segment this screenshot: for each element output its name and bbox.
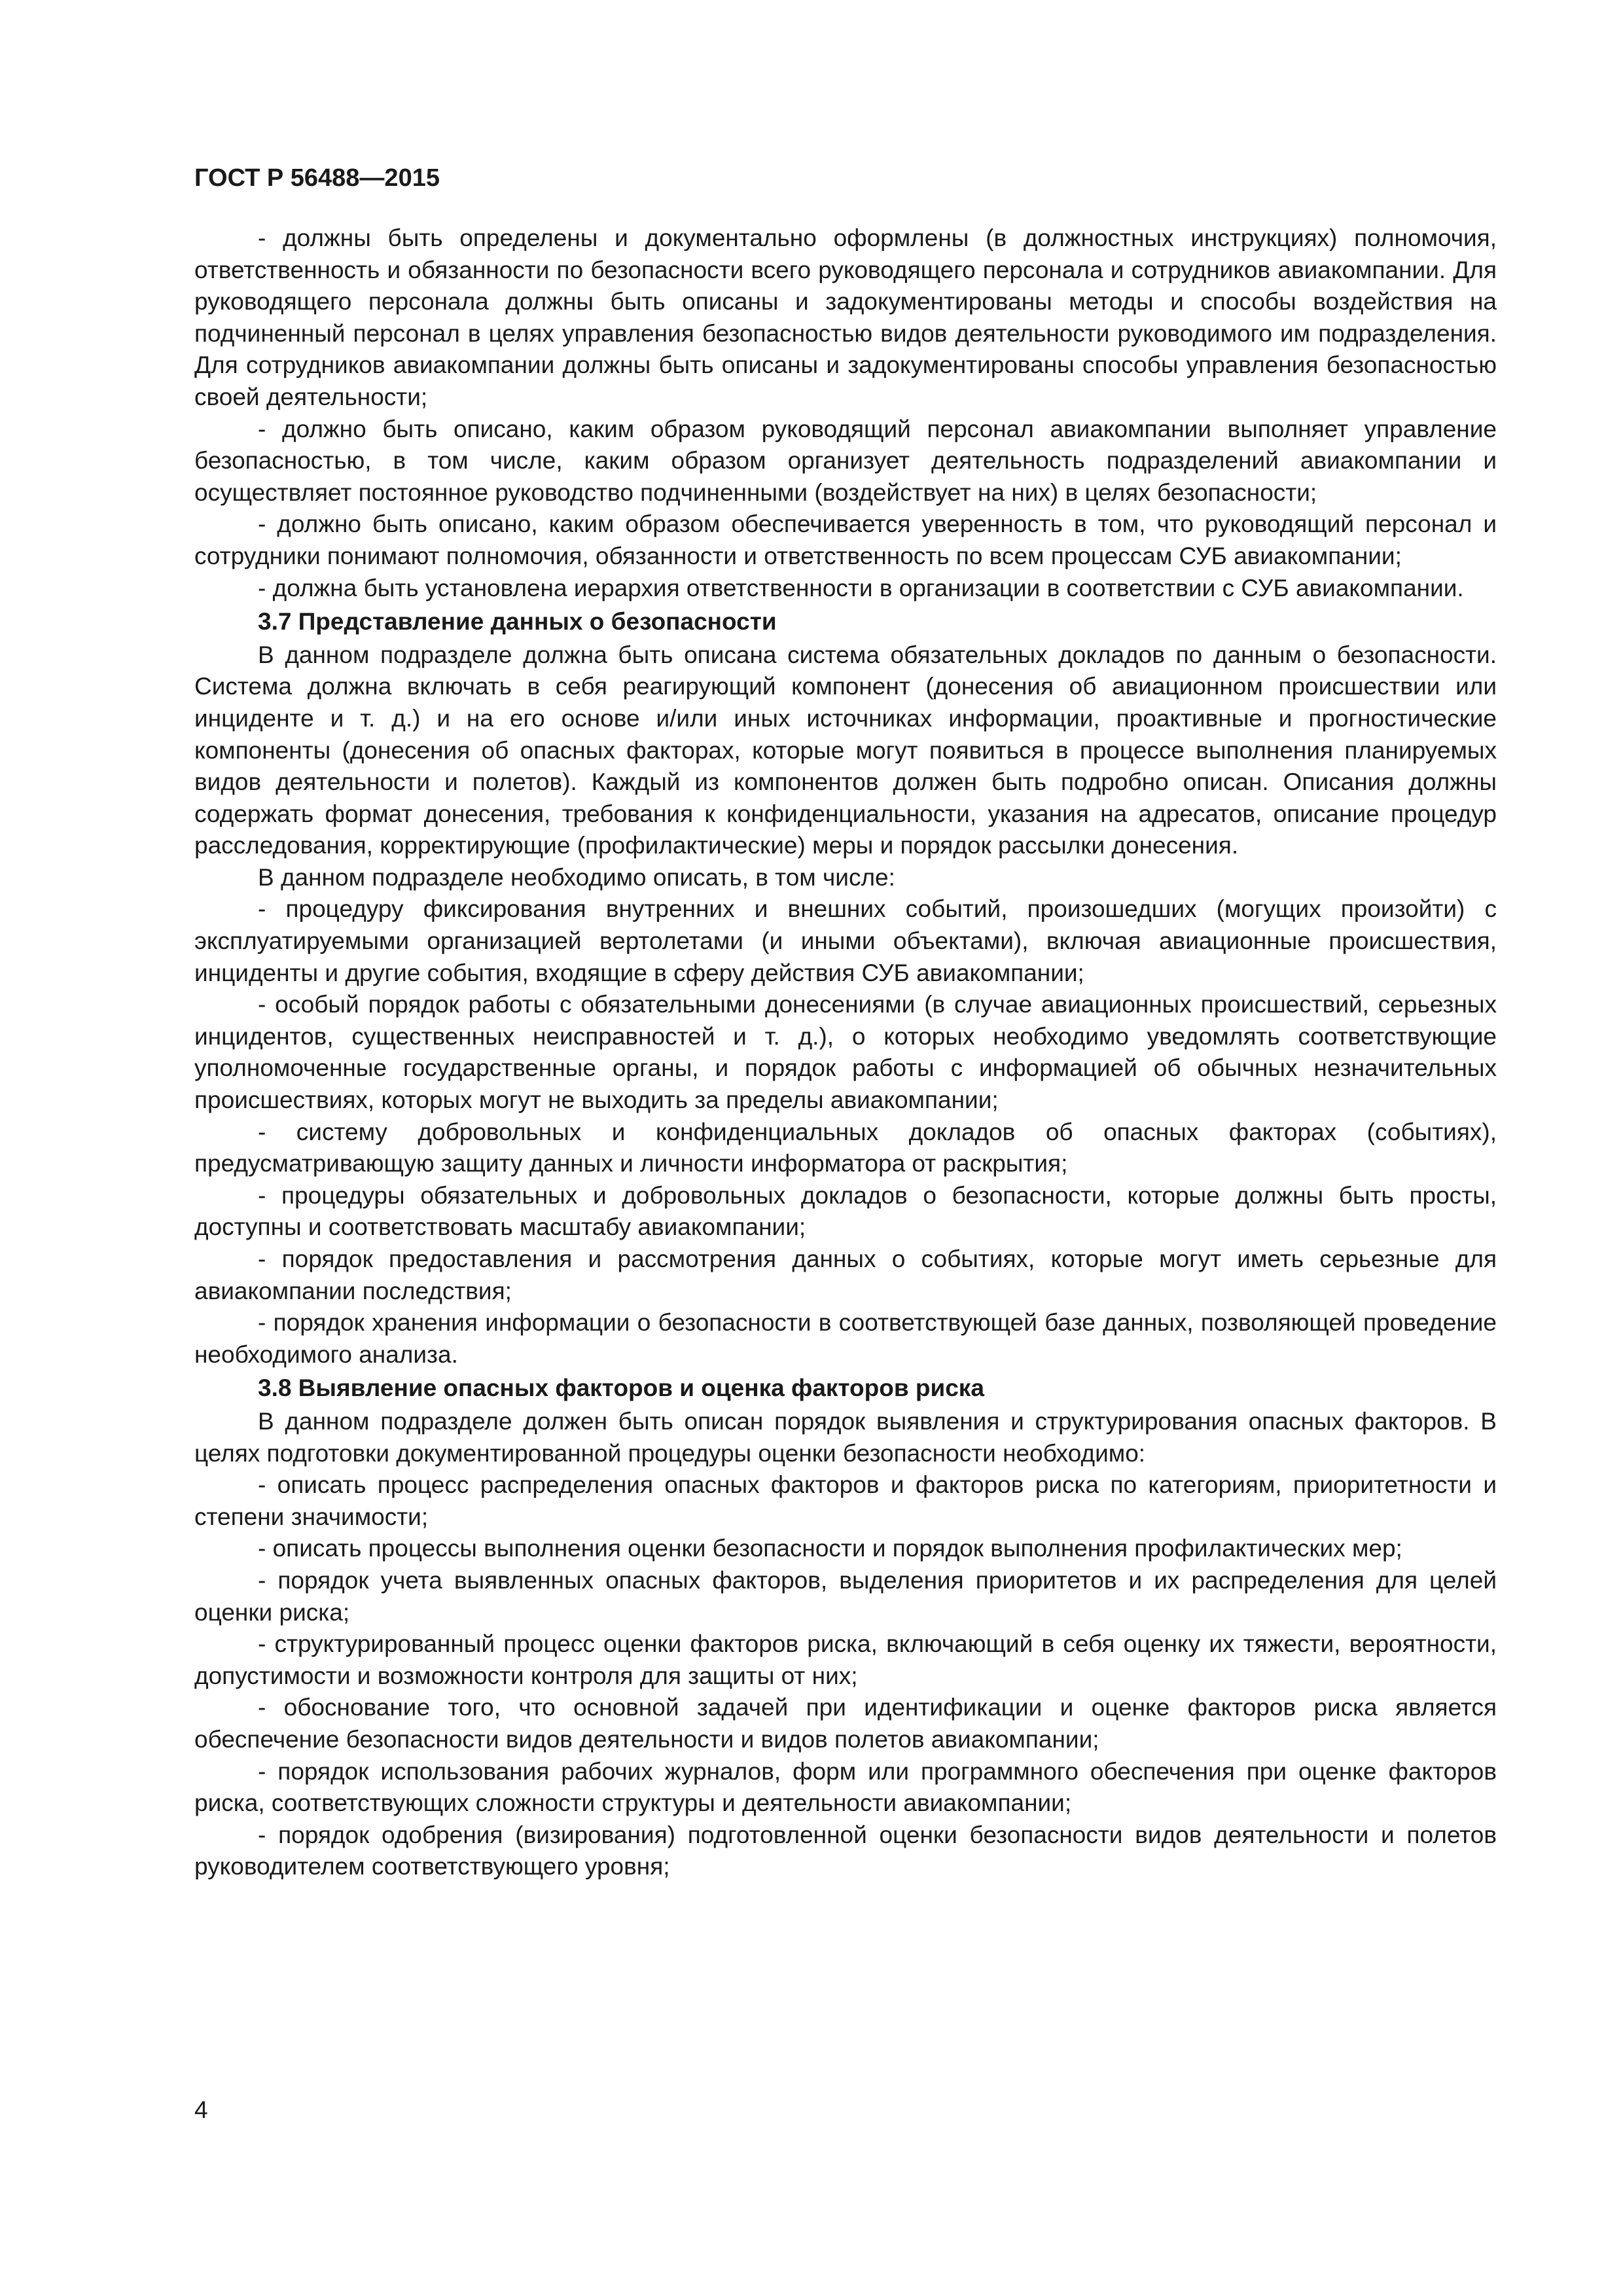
list-item: - процедуру фиксирования внутренних и внешних событий, произошедших (могущих произойти) с эксплуатируемыми организацией вертолетами (и иными объектами), включая авиационные происшествия, инциденты и другие события, входящие в сферу действия СУБ авиакомпании; [194,895,1497,986]
paragraph: В данном подразделе необходимо описать, в том числе: [258,863,895,891]
list-item: - структурированный процесс оценки факторов риска, включающий в себя оценку их тяжести, вероятности, допустимости и возможности контроля для защиты от них; [194,1630,1497,1689]
page-number: 4 [194,2096,208,2123]
document-body [194,223,1497,1883]
list-item: - порядок использования рабочих журналов, форм или программного обеспечения при оценке факторов риска, соответствующих сложности структуры и деятельности авиакомпании; [194,1757,1497,1817]
list-item: - особый порядок работы с обязательными донесениями (в случае авиационных происшествий, серьезных инцидентов, существенных неисправностей и т. д.), о которых необходимо уведомлять соответствующие уполномоченные государственные органы, и порядок работы с информацией об обычных незначительных происшествиях, которых могут не выходить за пределы авиакомпании; [194,991,1497,1114]
list-item: - порядок предоставления и рассмотрения данных о событиях, которые могут иметь серьезные для авиакомпании последствия; [194,1246,1497,1304]
list-item: - процедуры обязательных и добровольных докладов о безопасности, которые должны быть просты, доступны и соответствовать масштабу авиакомпании; [194,1181,1497,1241]
section-heading-3-7: 3.7 Представление данных о безопасности [258,608,777,636]
paragraph: В данном подразделе должен быть описан порядок выявления и структурирования опасных факторов. В целях подготовки документированной процедуры оценки безопасности необходимо: [194,1407,1497,1467]
list-item: - описать процессы выполнения оценки безопасности и порядок выполнения профилактических мер; [258,1535,1402,1562]
paragraph: - должны быть определены и документально оформлены (в должностных инструкциях) полномочия, ответственность и обязанности по безопасности всего руководящего персонала и сотрудников авиакомпании. Для руководящего персонала должны быть описаны и задокументированы методы и способы воздействия на подчиненный персонал в целях управления безопасностью видов деятельности руководимого им подразделения. Для сотрудников авиакомпании должны быть описаны и задокументированы способы управления безопасностью своей деятельности; [194,224,1497,410]
list-item: - порядок одобрения (визирования) подготовленной оценки безопасности видов деятельности и полетов руководителем соответствующего уровня; [194,1821,1497,1880]
list-item: - обоснование того, что основной задачей при идентификации и оценке факторов риска является обеспечение безопасности видов деятельности и видов полетов авиакомпании; [194,1694,1497,1753]
paragraph: - должно быть описано, каким образом руководящий персонал авиакомпании выполняет управление безопасностью, в том числе, каким образом организует деятельность подразделений авиакомпании и осуществляет постоянное руководство подчиненными (воздействует на них) в целях безопасности; [194,415,1497,506]
list-item: - порядок учета выявленных опасных факторов, выделения приоритетов и их распределения для целей оценки риска; [194,1566,1497,1626]
document-id-header: ГОСТ Р 56488—2015 [194,164,440,192]
section-heading-3-8: 3.8 Выявление опасных факторов и оценка факторов риска [258,1374,984,1402]
paragraph: - должна быть установлена иерархия ответственности в организации в соответствии с СУБ авиакомпании. [258,574,1464,601]
list-item: - порядок хранения информации о безопасности в соответствующей базе данных, позволяющей проведение необходимого анализа. [194,1309,1497,1368]
paragraph: В данном подразделе должна быть описана система обязательных докладов по данным о безопасности. Система должна включать в себя реагирующий компонент (донесения об авиационном происшествии или инциденте и т. д.) и на его основе и/или иных источниках информации, проактивные и прогностические компоненты (донесения об опасных факторах, которые могут появиться в процессе выполнения планируемых видов деятельности и полетов). Каждый из компонентов должен быть подробно описан. Описания должны содержать формат донесения, требования к конфиденциальности, указания на адресатов, описание процедур расследования, корректирующие (профилактические) меры и порядок рассылки донесения. [194,641,1497,859]
list-item: - описать процесс распределения опасных факторов и факторов риска по категориям, приоритетности и степени значимости; [194,1471,1497,1530]
paragraph: - должно быть описано, каким образом обеспечивается уверенность в том, что руководящий персонал и сотрудники понимают полномочия, обязанности и ответственность по всем процессам СУБ авиакомпании; [194,511,1497,569]
list-item: - систему добровольных и конфиденциальных докладов об опасных факторах (событиях), предусматривающую защиту данных и личности информатора от раскрытия; [194,1118,1497,1177]
